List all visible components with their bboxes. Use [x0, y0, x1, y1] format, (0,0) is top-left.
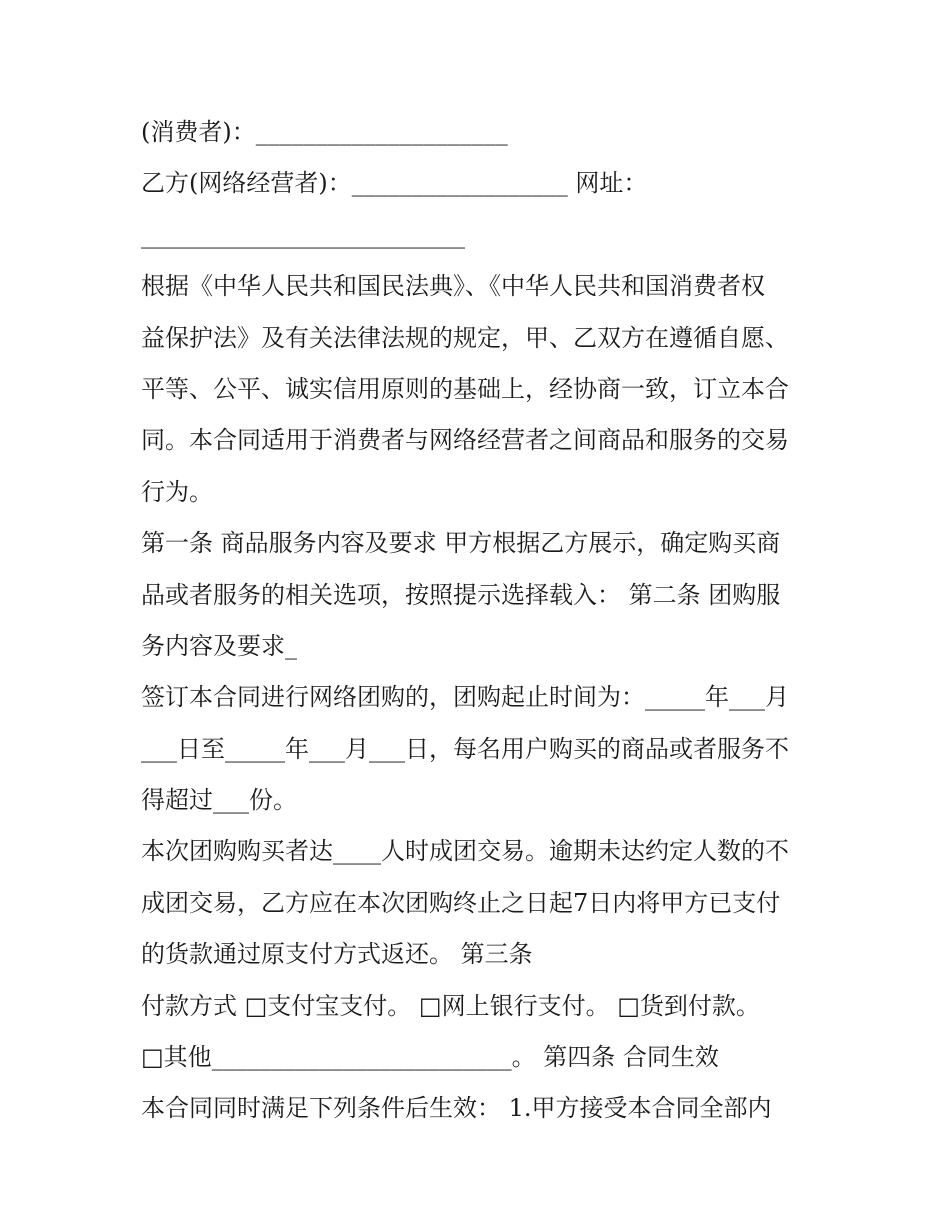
- group-threshold-line: 的货款通过原支付方式返还。 第三条: [141, 940, 533, 969]
- operator-line: 乙方(网络经营者)：__________________ 网址：: [141, 169, 648, 198]
- payment-method-line: 付款方式 □支付宝支付。 □网上银行支付。 □货到付款。: [141, 991, 760, 1020]
- article-two-line: 务内容及要求_: [141, 631, 297, 660]
- preamble-line: 根据《中华人民共和国民法典》、《中华人民共和国消费者权: [141, 272, 765, 301]
- preamble-line: 平等、公平、诚实信用原则的基础上，经协商一致，订立本合: [141, 374, 789, 403]
- group-buy-period-line: ___日至_____年___月___日，每名用户购买的商品或者服务不: [141, 734, 789, 763]
- article-one-line: 品或者服务的相关选项，按照提示选择载入： 第二条 团购服: [141, 580, 781, 609]
- payment-other-line: □其他_________________________。 第四条 合同生效: [141, 1043, 719, 1072]
- group-buy-period-line: 签订本合同进行网络团购的，团购起止时间为：_____年___月: [141, 683, 789, 712]
- preamble-line: 行为。: [141, 477, 213, 506]
- preamble-line: 同。本合同适用于消费者与网络经营者之间商品和服务的交易: [141, 426, 789, 455]
- group-buy-period-line: 得超过___份。: [141, 786, 297, 815]
- preamble-line: 益保护法》及有关法律法规的规定，甲、乙双方在遵循自愿、: [141, 323, 789, 352]
- consumer-line: (消费者)：_____________________: [141, 118, 508, 146]
- website-blank-line: ___________________________: [141, 220, 465, 249]
- document-body: [141, 107, 821, 1135]
- effectiveness-line: 本合同同时满足下列条件后生效： 1.甲方接受本合同全部内: [141, 1094, 772, 1123]
- article-one-line: 第一条 商品服务内容及要求 甲方根据乙方展示，确定购买商: [141, 529, 781, 558]
- group-threshold-line: 本次团购购买者达____人时成团交易。逾期未达约定人数的不: [141, 837, 789, 866]
- group-threshold-line: 成团交易，乙方应在本次团购终止之日起7日内将甲方已支付: [141, 888, 781, 917]
